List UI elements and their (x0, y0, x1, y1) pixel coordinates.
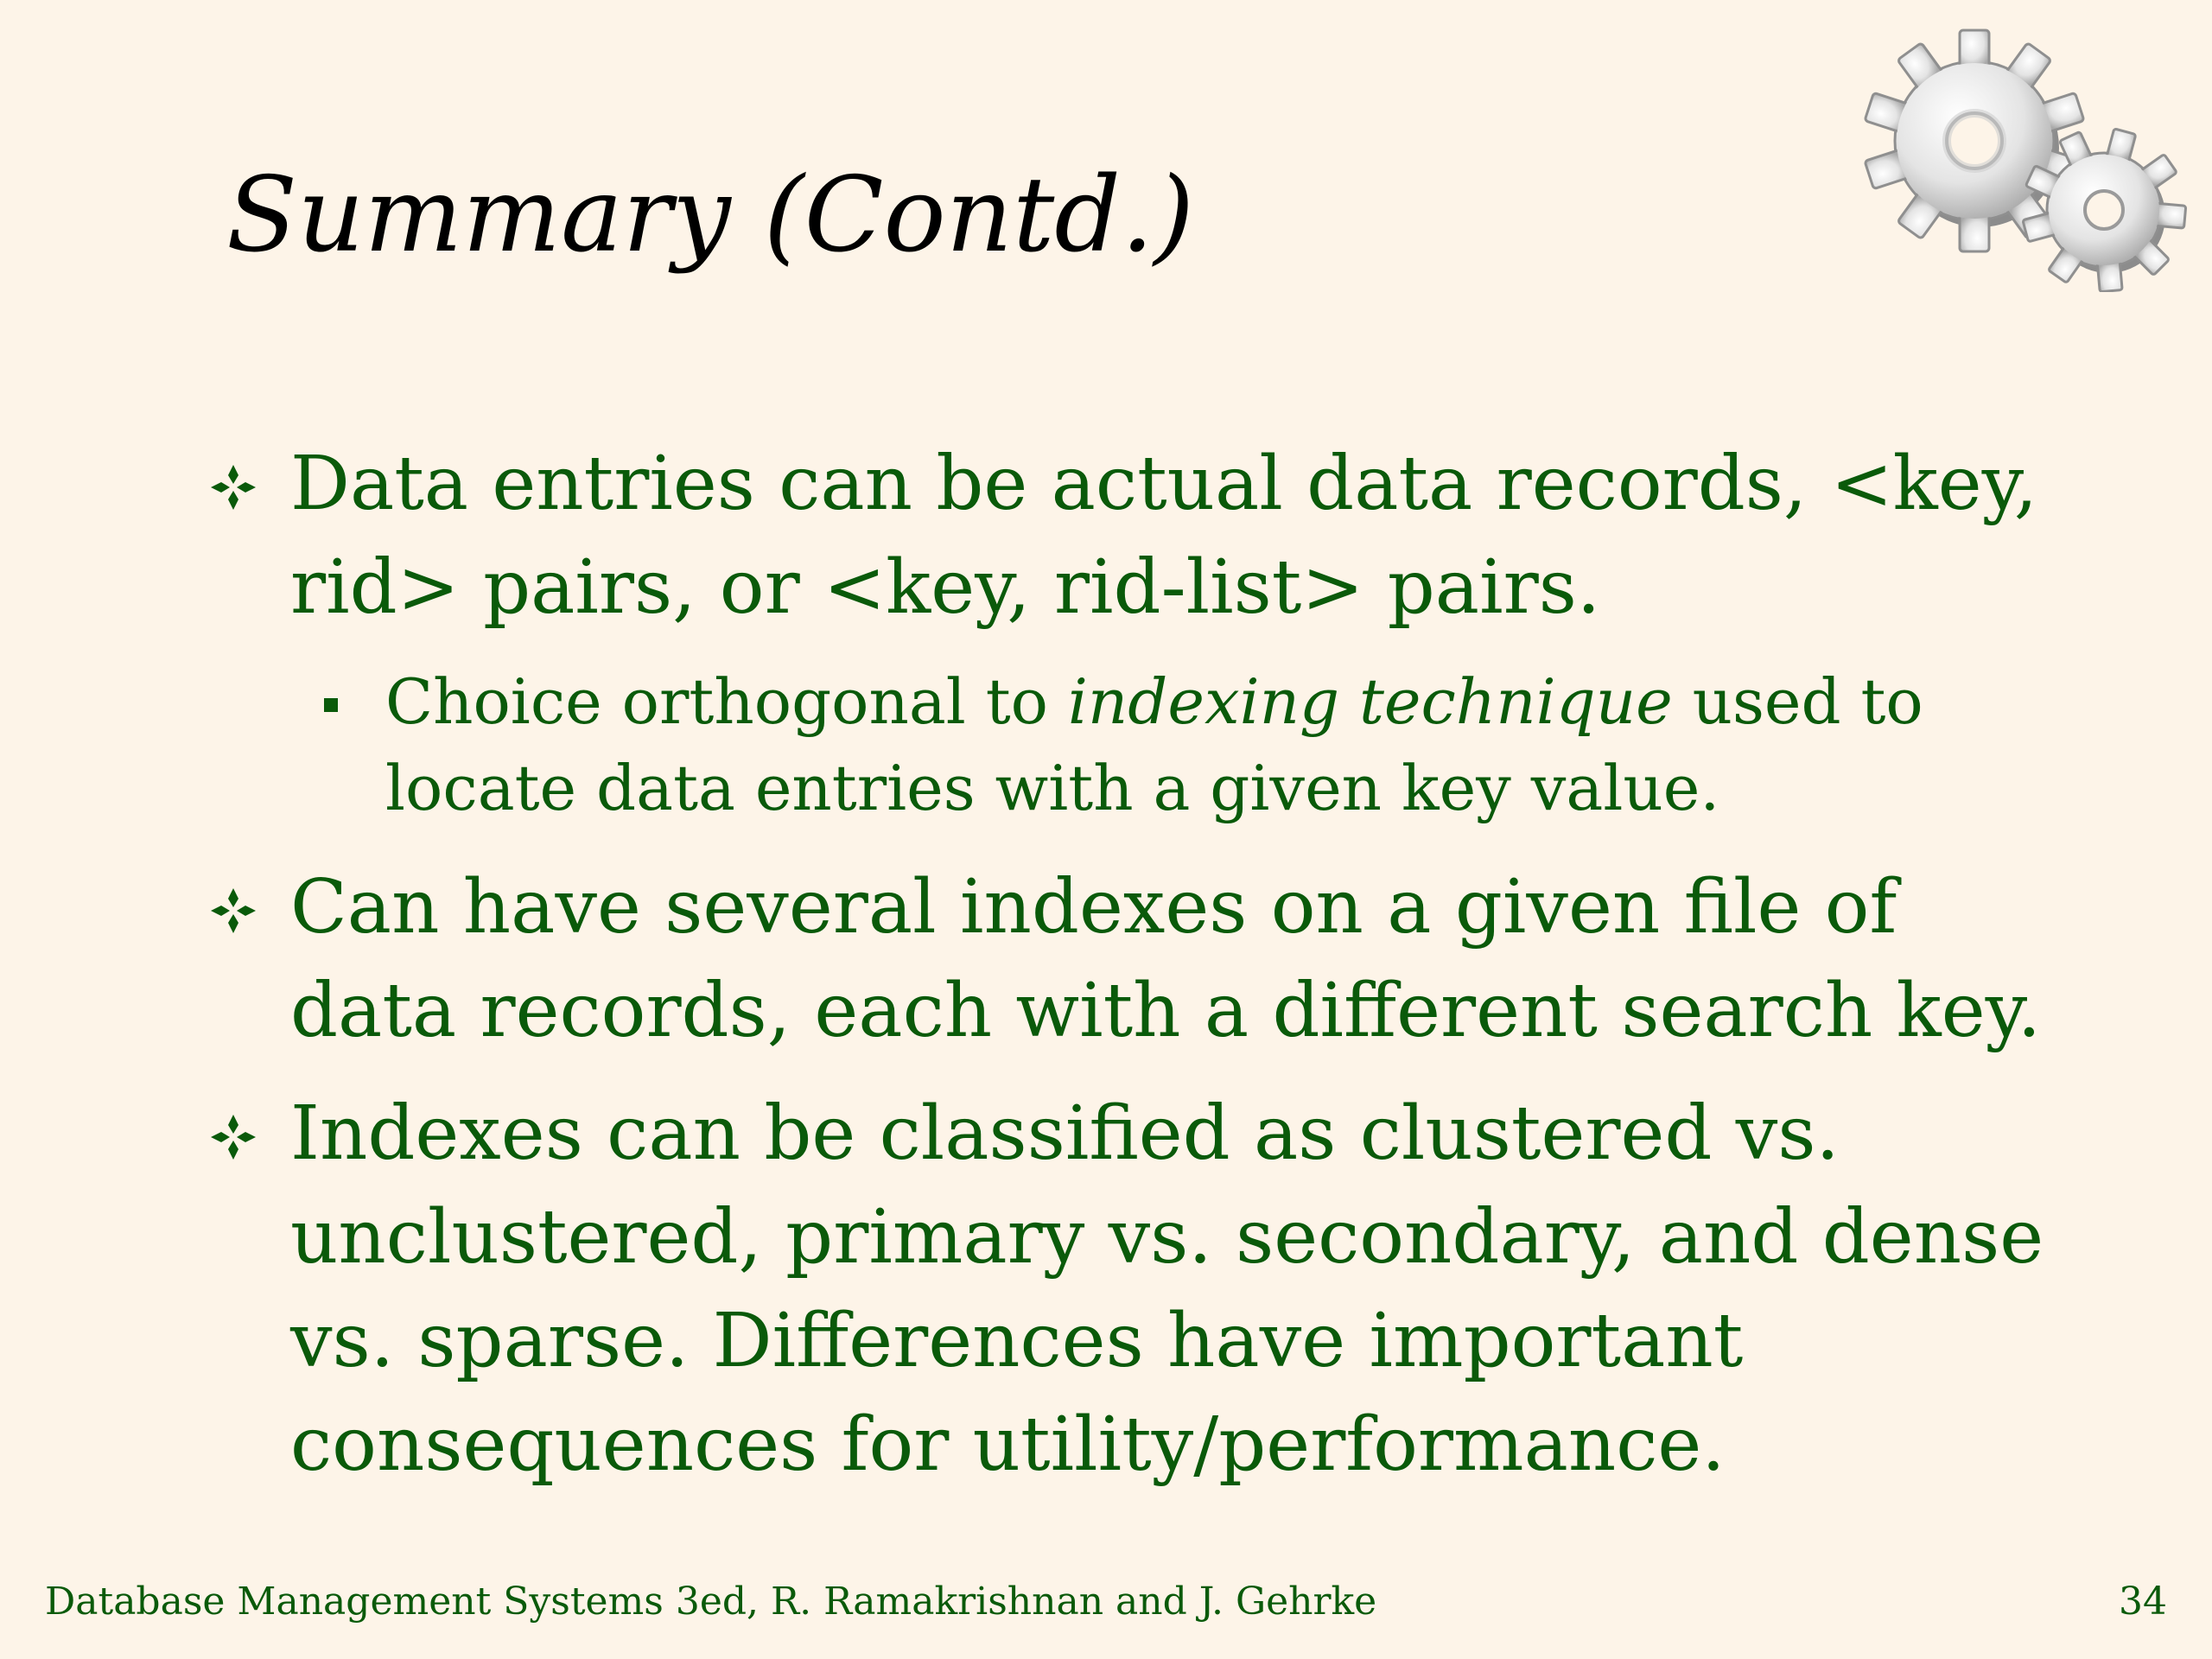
bullet-text: Indexes can be classified as clustered vs. unclustered, primary vs. secondary, and dense vs. sparse. Differences have important consequences for utility/performance. (290, 1090, 2044, 1488)
page-number: 34 (2119, 1580, 2167, 1624)
sub-bullet-item (199, 658, 2065, 831)
diamond-bullet-icon (209, 887, 257, 935)
bullet-list (199, 432, 2065, 1516)
bullet-item (199, 1082, 2065, 1497)
square-bullet-icon (324, 698, 338, 712)
diamond-bullet-icon (209, 1113, 257, 1161)
bullet-text: Data entries can be actual data records, <key, rid> pairs, or <key, rid-list> pairs. (290, 441, 2038, 631)
gears-icon (1849, 24, 2199, 292)
diamond-bullet-icon (209, 463, 257, 512)
sub-bullet-text-start: Choice orthogonal to (385, 665, 1068, 738)
sub-bullet-emphasis: indexing technique (1067, 665, 1673, 738)
bullet-text: Can have several indexes on a given file of data records, each with a different search key. (290, 864, 2042, 1054)
bullet-item (199, 855, 2065, 1063)
slide-title: Summary (Contd.) (226, 156, 1195, 276)
sub-bullet-text-end: used to locate data entries with a given key value. (385, 665, 1923, 824)
footer-citation: Database Management Systems 3ed, R. Ramakrishnan and J. Gehrke (45, 1580, 1377, 1624)
bullet-item (199, 432, 2065, 639)
